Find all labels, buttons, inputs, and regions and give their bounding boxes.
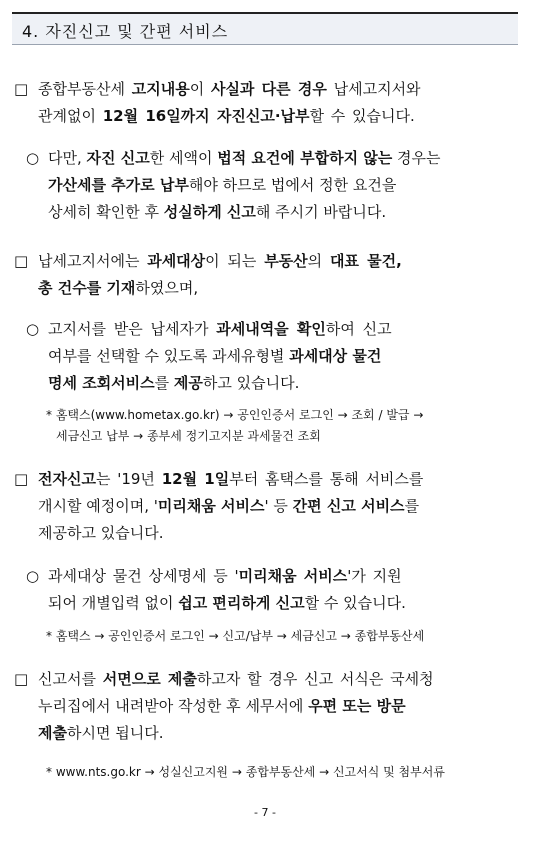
paragraph-4: □ 신고서를 서면으로 제출하고자 할 경우 신고 서식은 국세청 누리집에서 내려받아 작성한 후 세무서에 우편 또는 방문 제출하시면 됩니다. [14, 666, 434, 747]
paragraph-1-detail: ○ 다만, 자진 신고한 세액이 법적 요건에 부합하지 않는 경우는 가산세를 추가로 납부해야 하므로 법에서 정한 요건을 상세히 확인한 후 성실하게 신고해 주시기 바랍니다. [26, 145, 441, 226]
square-bullet: □ [14, 470, 29, 488]
paragraph-3: □ 전자신고는 '19년 12월 1일부터 홈택스를 통해 서비스를 개시할 예정이며, '미리채움 서비스' 등 간편 신고 서비스를 제공하고 있습니다. [14, 466, 423, 547]
paragraph-2: □ 납세고지서에는 과세대상이 되는 부동산의 대표 물건, 총 건수를 기재하였으며, [14, 248, 402, 302]
paragraph-2-detail: ○ 고지서를 받은 납세자가 과세내역을 확인하여 신고 여부를 선택할 수 있도록 과세유형별 과세대상 물건 명세 조회서비스를 제공하고 있습니다. [26, 316, 392, 397]
square-bullet: □ [14, 670, 29, 688]
circle-bullet: ○ [26, 149, 40, 167]
footnote-hometax-lookup: * 홈택스(www.hometax.go.kr) → 공인인증서 로그인 → 조회 / 발급 → 세금신고 납부 → 종부세 정기고지분 과세물건 조회 [46, 408, 424, 443]
square-bullet: □ [14, 80, 29, 98]
page-number: - 7 - [254, 806, 276, 819]
paragraph-3-detail: ○ 과세대상 물건 상세명세 등 '미리채움 서비스'가 지원 되어 개별입력 없이 쉽고 편리하게 신고할 수 있습니다. [26, 563, 406, 617]
section-header [12, 12, 518, 45]
footnote-hometax-filing: * 홈택스 → 공인인증서 로그인 → 신고/납부 → 세금신고 → 종합부동산세 [46, 629, 425, 643]
circle-bullet: ○ [26, 320, 40, 338]
footnote-nts-forms: * www.nts.go.kr → 성실신고지원 → 종합부동산세 → 신고서식 및 첨부서류 [46, 765, 445, 779]
circle-bullet: ○ [26, 567, 40, 585]
section-title: 4. 자진신고 및 간편 서비스 [22, 22, 229, 41]
square-bullet: □ [14, 252, 29, 270]
paragraph-1: □ 종합부동산세 고지내용이 사실과 다른 경우 납세고지서와 관계없이 12월 16일까지 자진신고·납부할 수 있습니다. [14, 76, 421, 130]
